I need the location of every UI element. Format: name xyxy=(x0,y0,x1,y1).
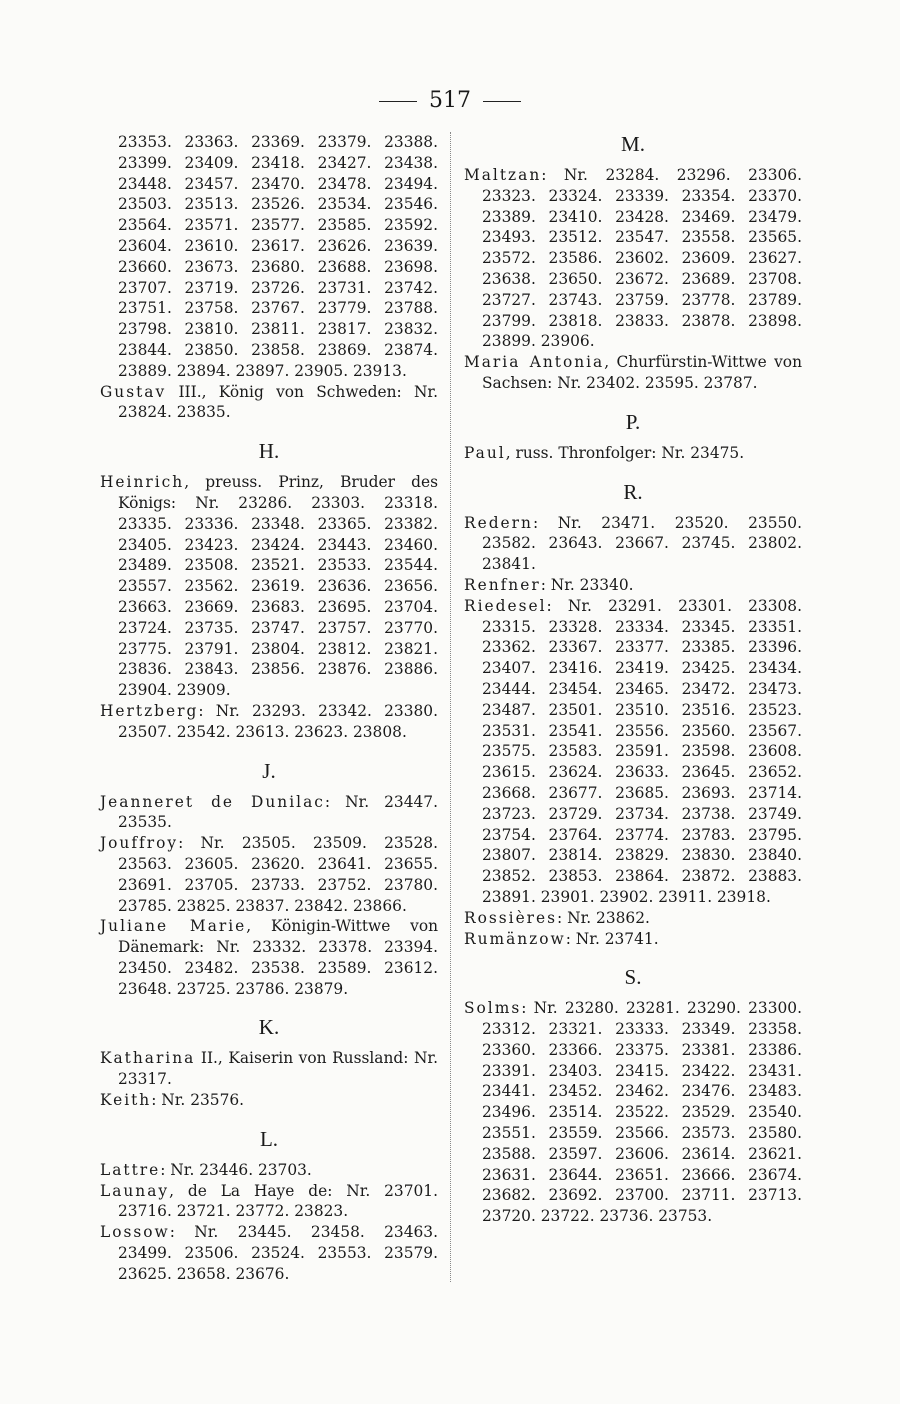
entry-refs: , russ. Thronfolger: Nr. 23475. xyxy=(505,443,745,462)
index-entry xyxy=(464,596,802,908)
index-entry xyxy=(100,833,438,916)
entry-refs: : Nr. 23576. xyxy=(151,1091,245,1110)
entry-name: Renfner xyxy=(464,575,541,594)
index-entry xyxy=(100,916,438,999)
entry-name: Rossières xyxy=(464,908,558,927)
index-entry xyxy=(100,701,438,743)
entry-refs: , Königin-Wittwe von Dänemark: Nr. 23332. 23378. 23394. 23450. 23482. 23538. 23589. 23612. 23648. 23725. 23786. 23879. xyxy=(118,917,439,998)
section-letter-heading: J. xyxy=(262,758,276,783)
section-letter-heading: H. xyxy=(258,439,280,464)
entry-refs: : Nr. 23280. 23281. 23290. 23300. 23312. 23321. 23333. 23349. 23358. 23360. 23366. 23375. 23381. 23386. 23391. 23403. 23415. 23422. 23431. 23441. 23452. 23462. 23476. 23483. 23496. 23514. 23522. 23529. 23540. 23551. 23559. 23566. 23573. 23580. 23588. 23597. 23606. 23614. 23621. 23631. 23644. 23651. 23666. 23674. 23682. 23692. 23700. 23711. 23713. 23720. 23722. 23736. 23753. xyxy=(482,999,802,1226)
section-letter-heading: S. xyxy=(624,965,642,990)
entry-name: Maltzan xyxy=(464,166,542,184)
entry-refs: : Nr. 23293. 23342. 23380. 23507. 23542. 23613. 23623. 23808. xyxy=(118,701,438,741)
entry-name: Redern xyxy=(464,513,533,532)
entry-name: Gustav xyxy=(100,382,167,401)
entry-refs: 23353. 23363. 23369. 23379. 23388. 23399. 23409. 23418. 23427. 23438. 23448. 23457. 23470. 23478. 23494. 23503. 23513. 23526. 23534. 23546. 23564. 23571. 23577. 23585. 23592. 23604. 23610. 23617. 23626. 23639. 23660. 23673. 23680. 23688. 23698. 23707. 23719. 23726. 23731. 23742. 23751. 23758. 23767. 23779. 23788. 23798. 23810. 23811. 23817. 23832. 23844. 23850. 23858. 23869. 23874. 23889. 23894. 23897. 23905. 23913. xyxy=(118,133,438,380)
entry-name: Rumänzow xyxy=(464,929,566,948)
entry-refs: , preuss. Prinz, Bruder des Königs: Nr. 23286. 23303. 23318. 23335. 23336. 23348. 23365. 23382. 23405. 23423. 23424. 23443. 23460. 23489. 23508. 23521. 23533. 23544. 23557. 23562. 23619. 23636. 23656. 23663. 23669. 23683. 23695. 23704. 23724. 23735. 23747. 23757. 23770. 23775. 23791. 23804. 23812. 23821. 23836. 23843. 23856. 23876. 23886. 23904. 23909. xyxy=(118,473,438,700)
entry-refs: , de La Haye de: Nr. 23701. 23716. 23721. 23772. 23823. xyxy=(118,1181,438,1221)
entry-refs: II., Kaiserin von Russland: Nr. 23317. xyxy=(118,1049,438,1089)
entry-name: Heinrich xyxy=(100,473,185,492)
entry-name: Paul xyxy=(464,443,506,462)
entry-name: Hertzberg xyxy=(100,701,199,720)
entry-refs: : Nr. 23284. 23296. 23306. 23323. 23324. 23339. 23354. 23370. 23389. 23410. 23428. 23469. 23479. 23493. 23512. 23547. 23558. 23565. 23572. 23586. 23602. 23609. 23627. 23638. 23650. 23672. 23689. 23708. 23727. 23743. 23759. 23778. 23789. 23799. 23818. 23833. 23878. 23898. 23899. 23906. xyxy=(482,166,802,351)
index-entry xyxy=(100,132,438,382)
section-letter-heading: M. xyxy=(621,132,645,156)
page-header xyxy=(0,88,900,113)
entry-refs: III., König von Schweden: Nr. 23824. 23835. xyxy=(118,382,438,422)
index-entry xyxy=(100,472,438,701)
index-entry xyxy=(100,792,438,834)
index-entry xyxy=(464,513,802,575)
entry-name: Lattre xyxy=(100,1160,161,1179)
section-letter-heading: P. xyxy=(625,409,641,434)
section-letter-heading: L. xyxy=(259,1126,279,1151)
entry-name: Jeanneret de Dunilac xyxy=(100,792,325,811)
entry-name: Juliane Marie xyxy=(100,917,247,936)
index-entry xyxy=(100,1222,438,1284)
right-column xyxy=(464,132,802,1227)
index-entry xyxy=(100,1160,438,1181)
column-divider xyxy=(450,132,451,1282)
section-letter-heading: R. xyxy=(623,479,643,504)
entry-refs: : Nr. 23862. xyxy=(557,908,650,927)
entry-name: Maria Antonia xyxy=(464,353,605,372)
entry-name: Keith xyxy=(100,1091,152,1110)
entry-name: Solms xyxy=(464,999,522,1018)
left-column xyxy=(100,132,438,1285)
entry-refs: : Nr. 23445. 23458. 23463. 23499. 23506. 23524. 23553. 23579. 23625. 23658. 23676. xyxy=(118,1223,438,1283)
index-entry xyxy=(100,1048,438,1090)
index-entry xyxy=(464,352,802,394)
entry-refs: , Churfürstin-Wittwe von Sachsen: Nr. 23402. 23595. 23787. xyxy=(482,353,802,392)
entry-name: Lossow xyxy=(100,1223,170,1242)
index-entry xyxy=(100,382,438,424)
index-entry xyxy=(464,929,802,950)
header-rule-left xyxy=(379,101,417,102)
entry-refs: : Nr. 23340. xyxy=(540,575,634,594)
entry-refs: : Nr. 23447. 23535. xyxy=(118,792,438,832)
header-rule-right xyxy=(483,101,521,102)
entry-name: Riedesel xyxy=(464,596,547,615)
index-entry xyxy=(464,908,802,929)
index-entry xyxy=(464,443,802,464)
index-entry xyxy=(100,1090,438,1111)
entry-name: Jouffroy xyxy=(100,834,179,853)
index-entry xyxy=(100,1181,438,1223)
entry-refs: : Nr. 23741. xyxy=(565,929,659,948)
page-number: 517 xyxy=(429,88,471,113)
entry-refs: : Nr. 23505. 23509. 23528. 23563. 23605. 23620. 23641. 23655. 23691. 23705. 23733. 23752. 23780. 23785. 23825. 23837. 23842. 23866. xyxy=(118,834,438,915)
entry-name: Katharina xyxy=(100,1049,196,1068)
index-entry xyxy=(464,575,802,596)
entry-refs: : Nr. 23446. 23703. xyxy=(160,1160,312,1179)
index-entry xyxy=(464,998,802,1227)
entry-refs: : Nr. 23471. 23520. 23550. 23582. 23643. 23667. 23745. 23802. 23841. xyxy=(482,513,802,574)
section-letter-heading: K. xyxy=(258,1015,280,1040)
entry-name: Launay xyxy=(100,1181,170,1200)
entry-refs: : Nr. 23291. 23301. 23308. 23315. 23328. 23334. 23345. 23351. 23362. 23367. 23377. 23385. 23396. 23407. 23416. 23419. 23425. 23434. 23444. 23454. 23465. 23472. 23473. 23487. 23501. 23510. 23516. 23523. 23531. 23541. 23556. 23560. 23567. 23575. 23583. 23591. 23598. 23608. 23615. 23624. 23633. 23645. 23652. 23668. 23677. 23685. 23693. 23714. 23723. 23729. 23734. 23738. 23749. 23754. 23764. 23774. 23783. 23795. 23807. 23814. 23829. 23830. 23840. 23852. 23853. 23864. 23872. 23883. 23891. 23901. 23902. 23911. 23918. xyxy=(482,596,802,906)
index-entry xyxy=(464,165,802,352)
